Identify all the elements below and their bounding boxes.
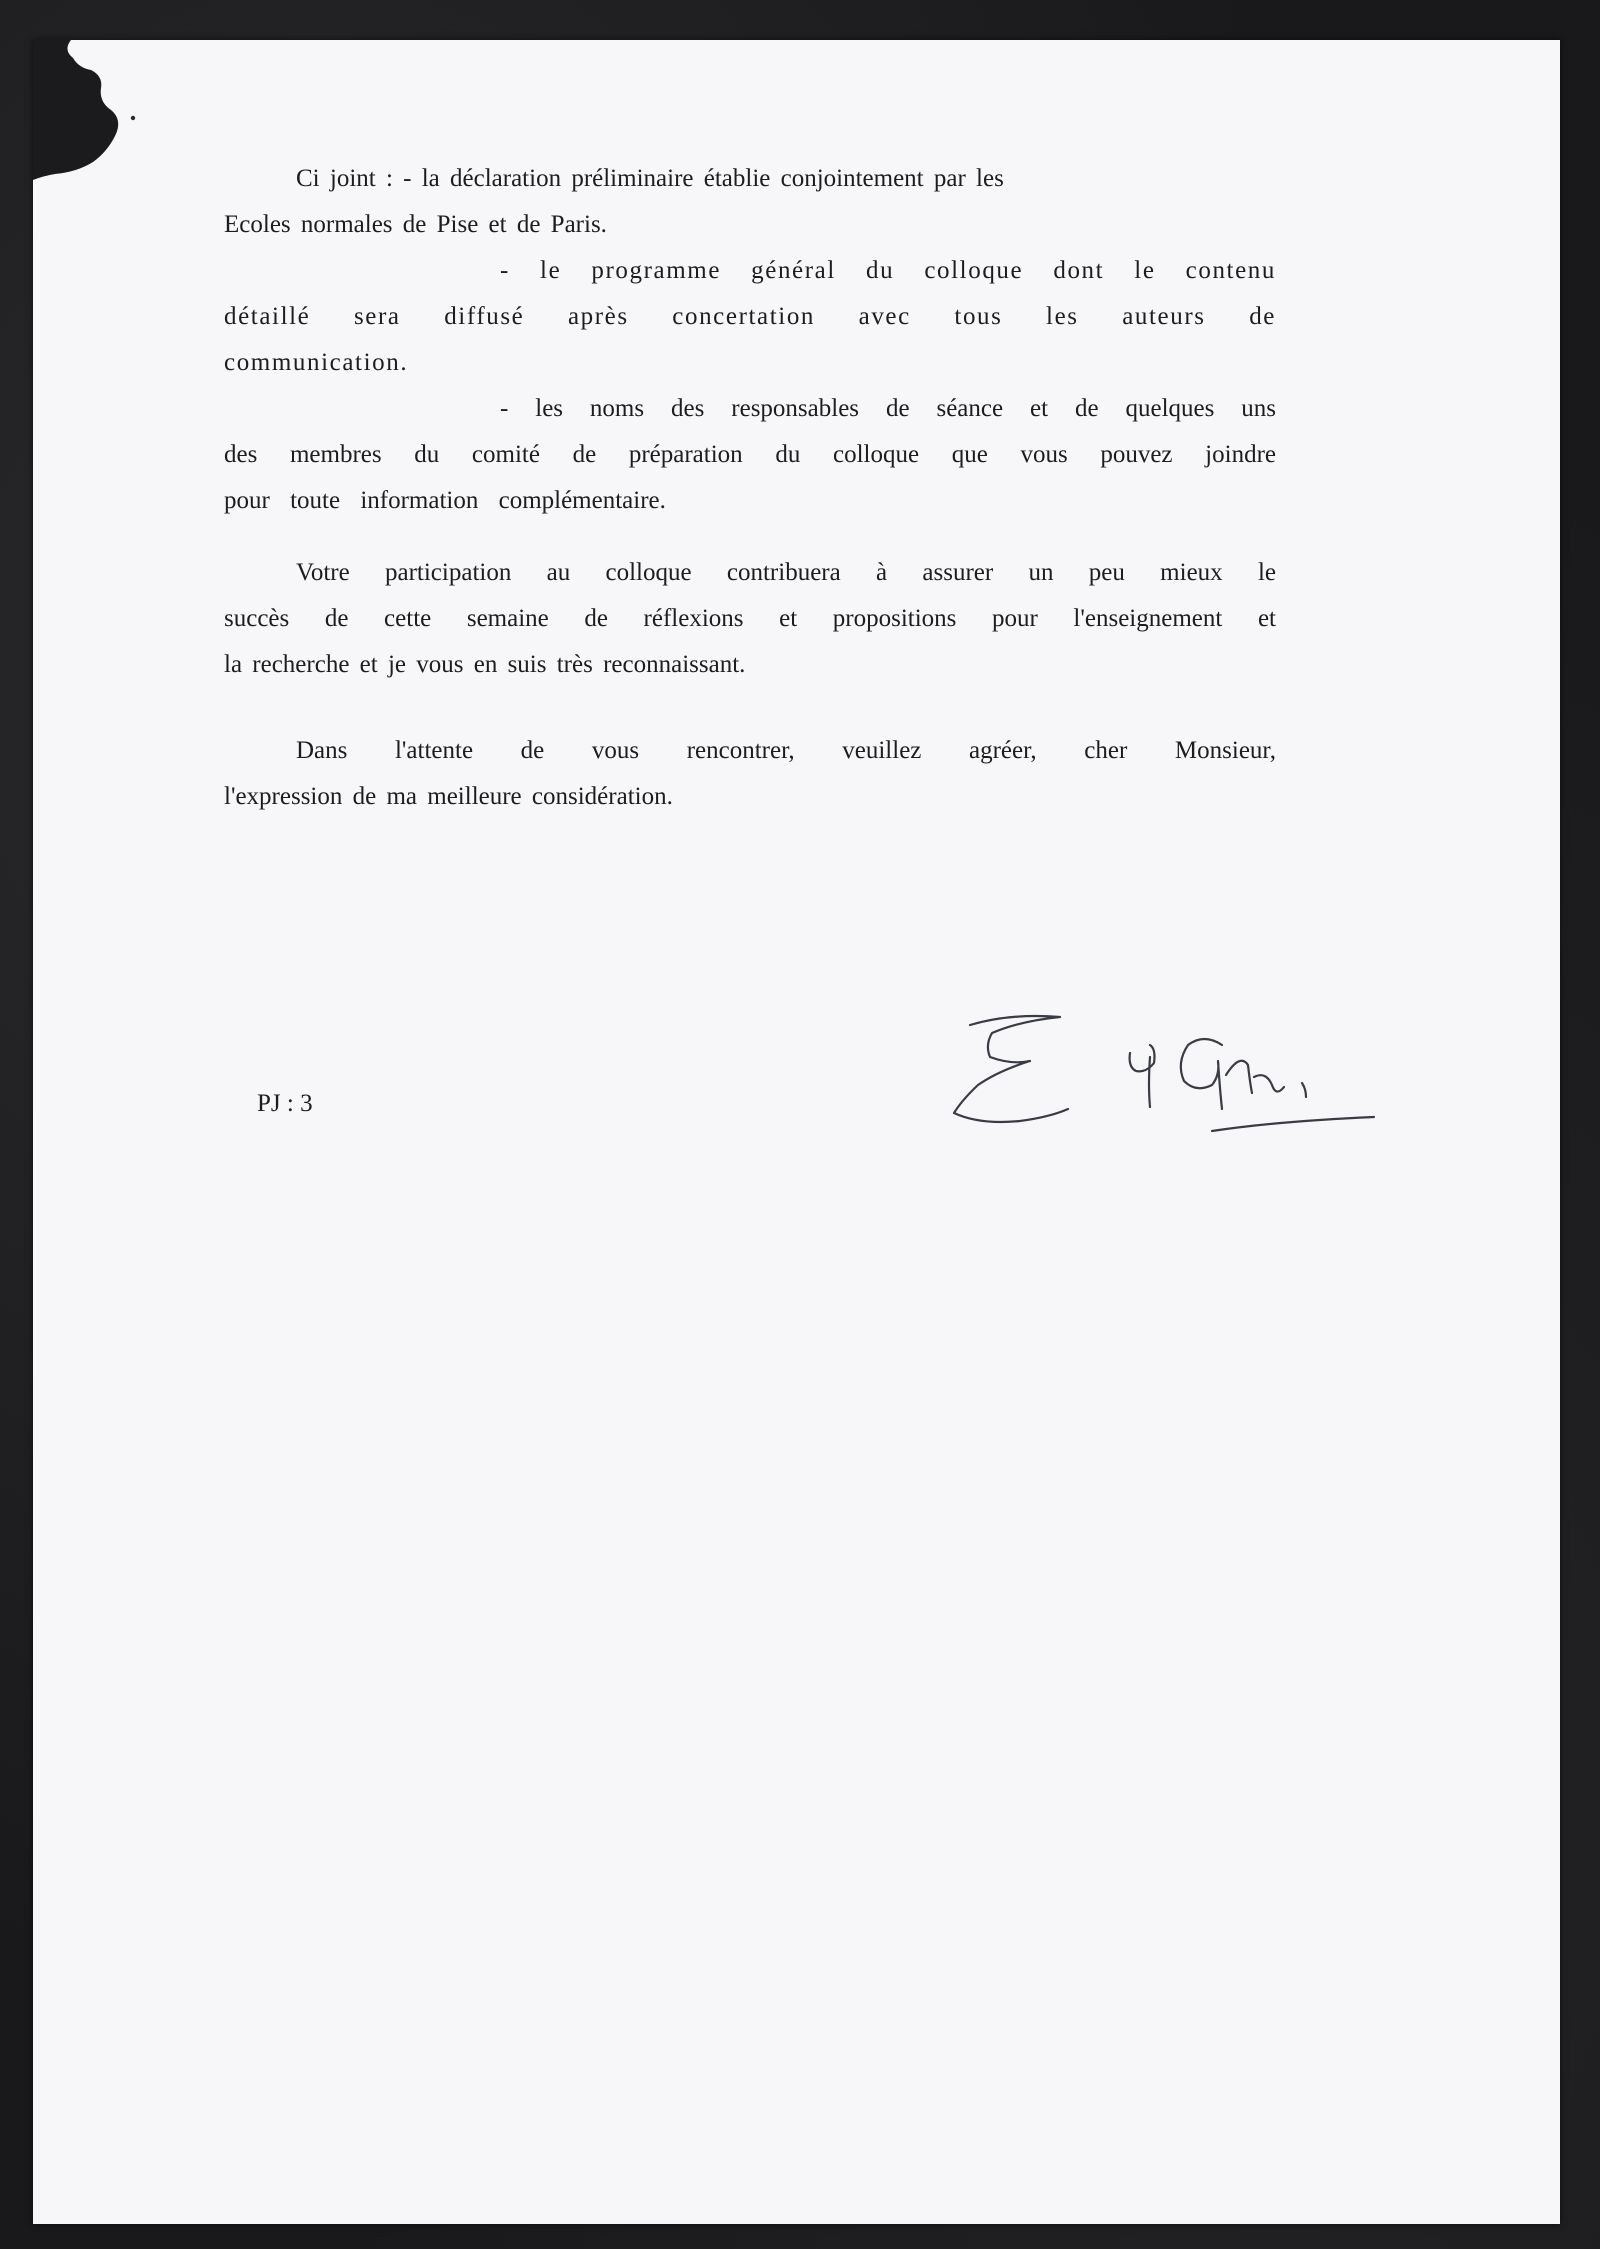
paragraph-closing (224, 728, 1276, 820)
text-line: la recherche et je vous en suis très reconnaissant. (224, 651, 746, 678)
text-line: Dans l'attente de vous rencontrer, veuillez agréer, cher Monsieur, (296, 737, 1276, 764)
paragraph-participation (224, 550, 1276, 688)
text-line: - les noms des responsables de séance et de quelques uns (500, 395, 1276, 422)
spacer (224, 524, 1276, 550)
text-line: l'expression de ma meilleure considération. (224, 783, 673, 810)
letter-body (224, 156, 1276, 820)
enclosure-item-2 (224, 248, 1276, 386)
text-line: succès de cette semaine de réflexions et propositions pour l'enseignement et (224, 605, 1276, 632)
enclosure-item-1 (224, 156, 1276, 248)
text-line: Votre participation au colloque contribuera à assurer un peu mieux le (296, 559, 1276, 586)
torn-corner (33, 40, 143, 180)
spacer (224, 688, 1276, 728)
text-line: pour toute information complémentaire. (224, 487, 666, 514)
text-line: détaillé sera diffusé après concertation avec tous les auteurs de (224, 303, 1276, 330)
enclosure-item-3 (224, 386, 1276, 524)
text-line: - le programme général du colloque dont le contenu (500, 257, 1276, 284)
text-line: Ci joint : - la déclaration préliminaire établie conjointement par les (296, 165, 1004, 192)
text-line: communication. (224, 349, 409, 376)
handwritten-signature (950, 1005, 1380, 1155)
enclosures-count: PJ : 3 (257, 1090, 313, 1117)
text-line: des membres du comité de préparation du colloque que vous pouvez joindre (224, 441, 1276, 468)
text-line: Ecoles normales de Pise et de Paris. (224, 211, 607, 238)
